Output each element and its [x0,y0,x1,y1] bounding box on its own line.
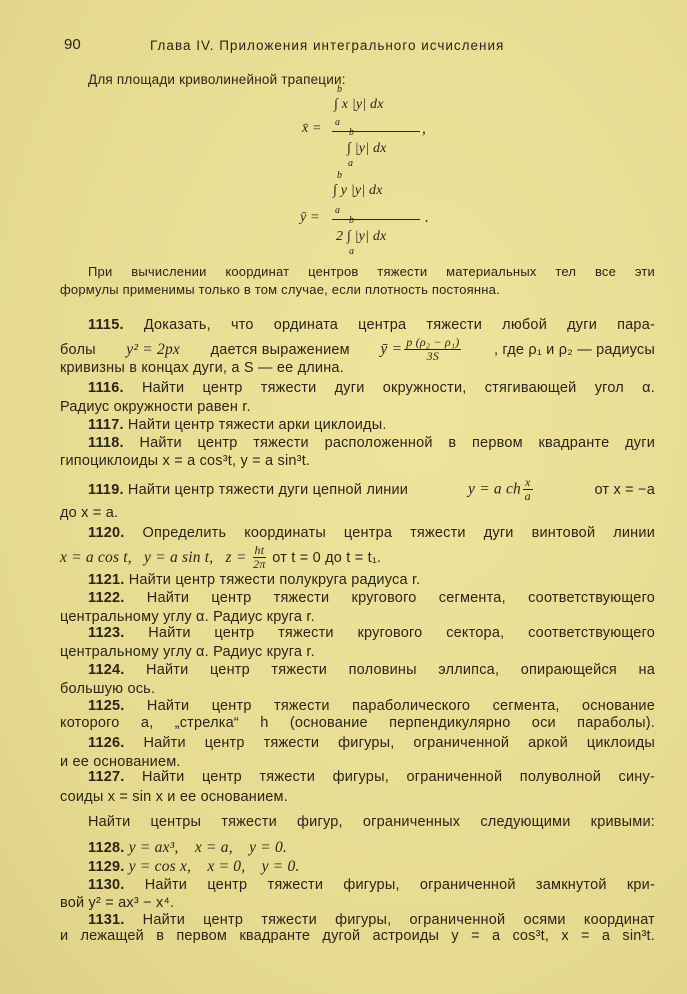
fraction [523,476,533,503]
problem-text: Определить координаты центра тяжести дуги винтовой линии [142,525,655,541]
problem-text: болы [60,341,96,358]
problem-number: 1117. [88,417,124,433]
problem-1129 [88,858,300,876]
fraction [404,336,461,363]
fraction-denominator: 3S [426,349,440,363]
problem-text: Найти центр тяжести половины эллипса, опирающейся на [146,662,655,678]
fraction-numerator: ht [254,543,265,557]
upper-limit: b [349,127,354,138]
formula-y-numerator: ∫ y |y| dx [333,183,383,198]
formula-x-comma: , [422,120,427,137]
problem-number: 1129. [88,859,125,875]
math-expression: y = ax³, x = a, y = 0. [128,839,288,856]
lower-limit: a [335,117,340,128]
problem-number: 1115. [88,317,124,333]
problem-1116 [88,379,655,397]
problem-1125 [88,697,655,715]
problem-1127 [88,768,655,786]
note-line: формулы применимы только в том случае, если плотность постоянна. [60,282,500,297]
problem-1119 [88,476,655,503]
formula-y-period: . [425,209,430,226]
problem-text: вой y² = ax³ − x⁴. [60,895,175,911]
formula-y-lhs: ȳ = [300,210,320,225]
problem-1120 [88,524,655,542]
note-line: При вычислении координат центров тяжести материальных тел все эти [88,264,655,279]
problem-text: дается выражением [210,341,350,358]
problem-1117 [88,416,387,434]
formula-x-numerator: ∫ x |y| dx [334,97,384,112]
problem-text: и ее основанием. [60,754,181,770]
math-expression: y² = 2px [126,340,181,358]
problem-text: Найти центр тяжести расположенной в первом квадранте дуги [139,435,656,451]
math-expression: ȳ = [380,340,403,358]
page-number: 90 [64,36,81,53]
problem-number: 1120. [88,525,125,541]
upper-limit: b [337,84,342,95]
problem-number: 1126. [88,735,125,751]
problem-text: и лежащей в первом квадранте дугой астроиды y = a cos³t, x = a sin³t. [60,928,655,944]
problem-number: 1116. [88,380,124,396]
upper-limit: b [337,170,342,181]
lower-limit: a [349,246,354,257]
fraction-denominator: 2π [253,557,266,571]
problem-text: кривизны в концах дуги, а S — ее длина. [60,360,344,376]
problem-text: центральному углу α. Радиус круга r. [60,644,315,660]
problem-text: Найти центр тяжести полукруга радиуса r. [128,572,421,588]
problem-text: Найти центр тяжести кругового сектора, соответствующего [148,625,656,641]
problem-text: соиды x = sin x и ее основанием. [60,789,288,805]
problem-1128 [88,839,287,857]
problem-text: Найти центр тяжести дуги цепной линии [127,481,409,498]
lower-limit: a [335,205,340,216]
problem-text: центральному углу α. Радиус круга r. [60,609,315,625]
problem-number: 1119. [88,481,124,498]
problem-1122 [88,589,655,607]
problem-text: от x = −a [594,481,655,498]
problem-text: Найти центр тяжести фигуры, ограниченной замкнутой кри- [144,877,656,893]
problem-text: Радиус окружности равен r. [60,399,251,415]
problem-text: Найти центр тяжести арки циклоиды. [127,417,387,433]
problem-text: которого a, „стрелка“ h (основание перпендикулярно оси параболы). [60,715,655,731]
problem-number: 1130. [88,877,125,893]
math-expression: y = a ch [468,480,521,498]
problem-text: Найти центр тяжести фигуры, ограниченной аркой циклоиды [143,735,656,751]
problem-1124 [88,661,655,679]
problem-1123 [88,624,655,642]
fraction-numerator: x [525,475,531,489]
problem-text: , где ρ₁ и ρ₂ — радиусы [493,341,655,358]
problem-text: Найти центр тяжести параболического сегмента, основание [146,698,655,714]
lower-limit: a [348,158,353,169]
problem-number: 1125. [88,698,125,714]
problem-text: до x = a. [60,505,119,521]
problem-number: 1128. [88,840,125,856]
math-expression: y = cos x, x = 0, y = 0. [128,858,300,875]
problem-1120-line2 [60,544,381,571]
problem-1115 [88,316,655,334]
fraction-denominator: a [524,489,531,503]
problem-number: 1124. [88,662,125,678]
group-intro: Найти центры тяжести фигур, ограниченных следующими кривыми: [88,814,655,830]
chapter-title: Глава IV. Приложения интегрального исчисления [150,38,505,53]
problem-text: от t = 0 до t = t₁. [272,549,382,566]
problem-text: Найти центр тяжести фигуры, ограниченной осями координат [142,912,655,928]
problem-1126 [88,734,655,752]
problem-text: большую ось. [60,681,156,697]
problem-number: 1131. [88,912,125,928]
fraction-bar [332,131,420,132]
problem-1121 [88,571,420,589]
fraction-bar [332,219,420,220]
problem-number: 1123. [88,625,125,641]
fraction-numerator: p (ρ₂ − ρ₁) [406,335,460,349]
problem-text: Найти центр тяжести кругового сегмента, соответствующего [146,590,656,606]
formula-y-denominator: 2 ∫ |y| dx [336,229,387,244]
intro-text: Для площади криволинейной трапеции: [88,72,346,87]
formula-x-denominator: ∫ |y| dx [347,141,387,156]
problem-number: 1122. [88,590,125,606]
formula-x-lhs: x̄ = [302,121,322,136]
problem-number: 1118. [88,435,124,451]
problem-1130 [88,876,655,894]
math-expression: x = a cos t, y = a sin t, z = [60,548,247,566]
problem-text: гипоциклоиды x = a cos³t, y = a sin³t. [60,453,311,469]
problem-text: Найти центр тяжести дуги окружности, стягивающей угол α. [141,380,655,396]
upper-limit: b [349,215,354,226]
problem-number: 1121. [88,572,125,588]
problem-text: Найти центр тяжести фигуры, ограниченной полуволной сину- [142,769,655,785]
problem-text: Доказать, что ордината центра тяжести любой дуги пара- [143,317,655,333]
problem-1118 [88,434,655,452]
fraction [253,544,267,571]
problem-number: 1127. [88,769,125,785]
